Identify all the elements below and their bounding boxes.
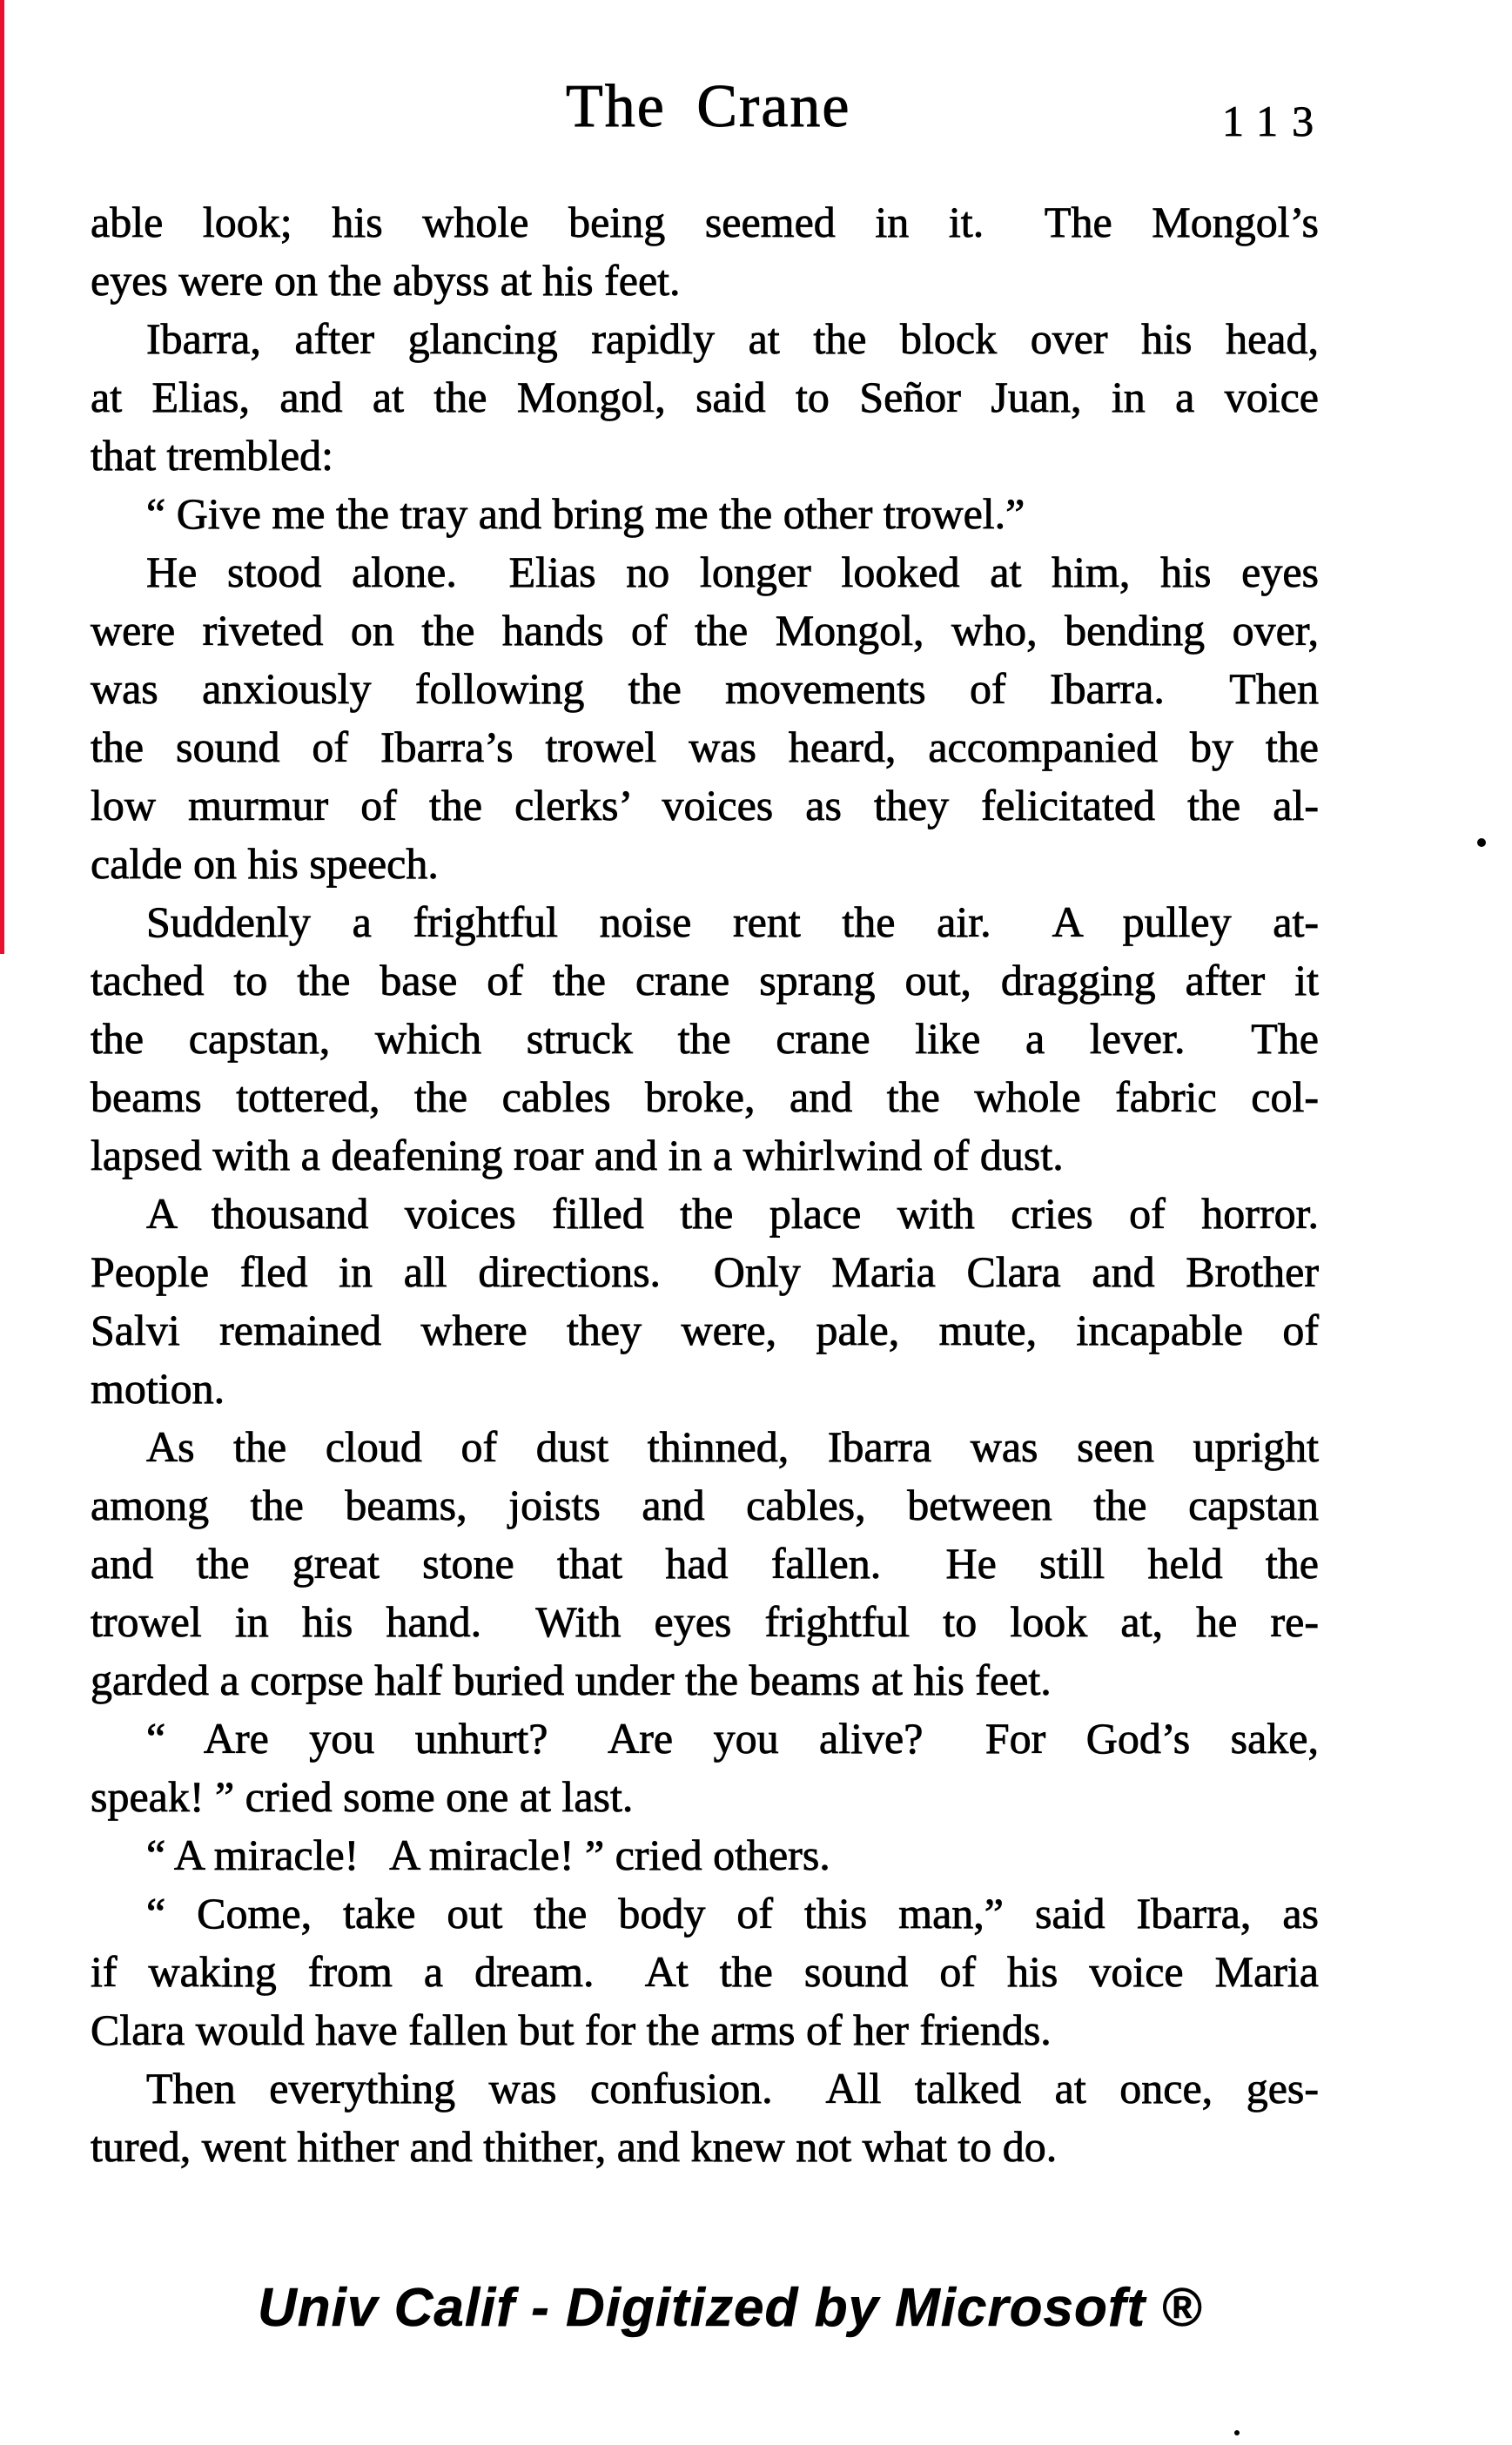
text-line: eyes were on the abyss at his feet.: [91, 256, 681, 305]
text-line: the capstan, which struck the crane like a lever. The: [91, 1014, 1319, 1063]
text-line: “ Give me the tray and bring me the other trowel.”: [146, 489, 1025, 538]
ink-speck: [1234, 2430, 1240, 2435]
text-line: and the great stone that had fallen. He still held the: [91, 1539, 1319, 1588]
text-line: speak! ” cried some one at last.: [91, 1772, 634, 1821]
text-line: at Elias, and at the Mongol, said to Señor Juan, in a voice: [91, 373, 1319, 421]
text-line: was anxiously following the movements of Ibarra. Then: [91, 664, 1319, 713]
text-line: Ibarra, after glancing rapidly at the block over his head,: [146, 314, 1319, 363]
text-line: People fled in all directions. Only Maria Clara and Brother: [91, 1247, 1319, 1296]
text-line: among the beams, joists and cables, between the capstan: [91, 1481, 1319, 1529]
ink-speck: [1477, 838, 1486, 847]
text-line: the sound of Ibarra’s trowel was heard, accompanied by the: [91, 722, 1319, 771]
text-line: Salvi remained where they were, pale, mute, incapable of: [91, 1306, 1319, 1354]
body-text: [91, 193, 1319, 2176]
text-line: He stood alone. Elias no longer looked at him, his eyes: [146, 547, 1319, 596]
text-line: As the cloud of dust thinned, Ibarra was seen upright: [146, 1422, 1319, 1471]
text-line: able look; his whole being seemed in it. The Mongol’s: [91, 198, 1319, 246]
text-line: “ Come, take out the body of this man,” said Ibarra, as: [146, 1889, 1319, 1938]
text-line: if waking from a dream. At the sound of his voice Maria: [91, 1947, 1319, 1996]
page-number: 113: [1222, 97, 1328, 145]
digitization-watermark: Univ Calif - Digitized by Microsoft ®: [258, 2278, 1203, 2338]
text-line: trowel in his hand. With eyes frightful to look at, he re-: [91, 1597, 1319, 1646]
text-line: A thousand voices filled the place with cries of horror.: [146, 1189, 1319, 1238]
text-line: tached to the base of the crane sprang out, dragging after it: [91, 956, 1319, 1004]
text-line: beams tottered, the cables broke, and the whole fabric col-: [91, 1072, 1319, 1121]
text-line: Suddenly a frightful noise rent the air. A pulley at-: [146, 897, 1319, 946]
text-line: that trembled:: [91, 431, 334, 480]
text-line: low murmur of the clerks’ voices as they felicitated the al-: [91, 781, 1319, 830]
red-scan-edge-line: [0, 0, 4, 954]
text-line: were riveted on the hands of the Mongol, who, bending over,: [91, 606, 1319, 655]
page-title: The Crane: [566, 73, 851, 140]
text-line: Then everything was confusion. All talked at once, ges-: [146, 2064, 1319, 2113]
text-line: calde on his speech.: [91, 839, 439, 888]
text-line: tured, went hither and thither, and knew not what to do.: [91, 2122, 1058, 2171]
text-line: “ A miracle! A miracle! ” cried others.: [146, 1830, 830, 1879]
text-line: “ Are you unhurt? Are you alive? For God’s sake,: [146, 1714, 1319, 1763]
text-line: Clara would have fallen but for the arms of her friends.: [91, 2005, 1052, 2054]
text-line: lapsed with a deafening roar and in a whirlwind of dust.: [91, 1131, 1064, 1179]
text-line: garded a corpse half buried under the beams at his feet.: [91, 1656, 1052, 1704]
text-line: motion.: [91, 1364, 225, 1413]
